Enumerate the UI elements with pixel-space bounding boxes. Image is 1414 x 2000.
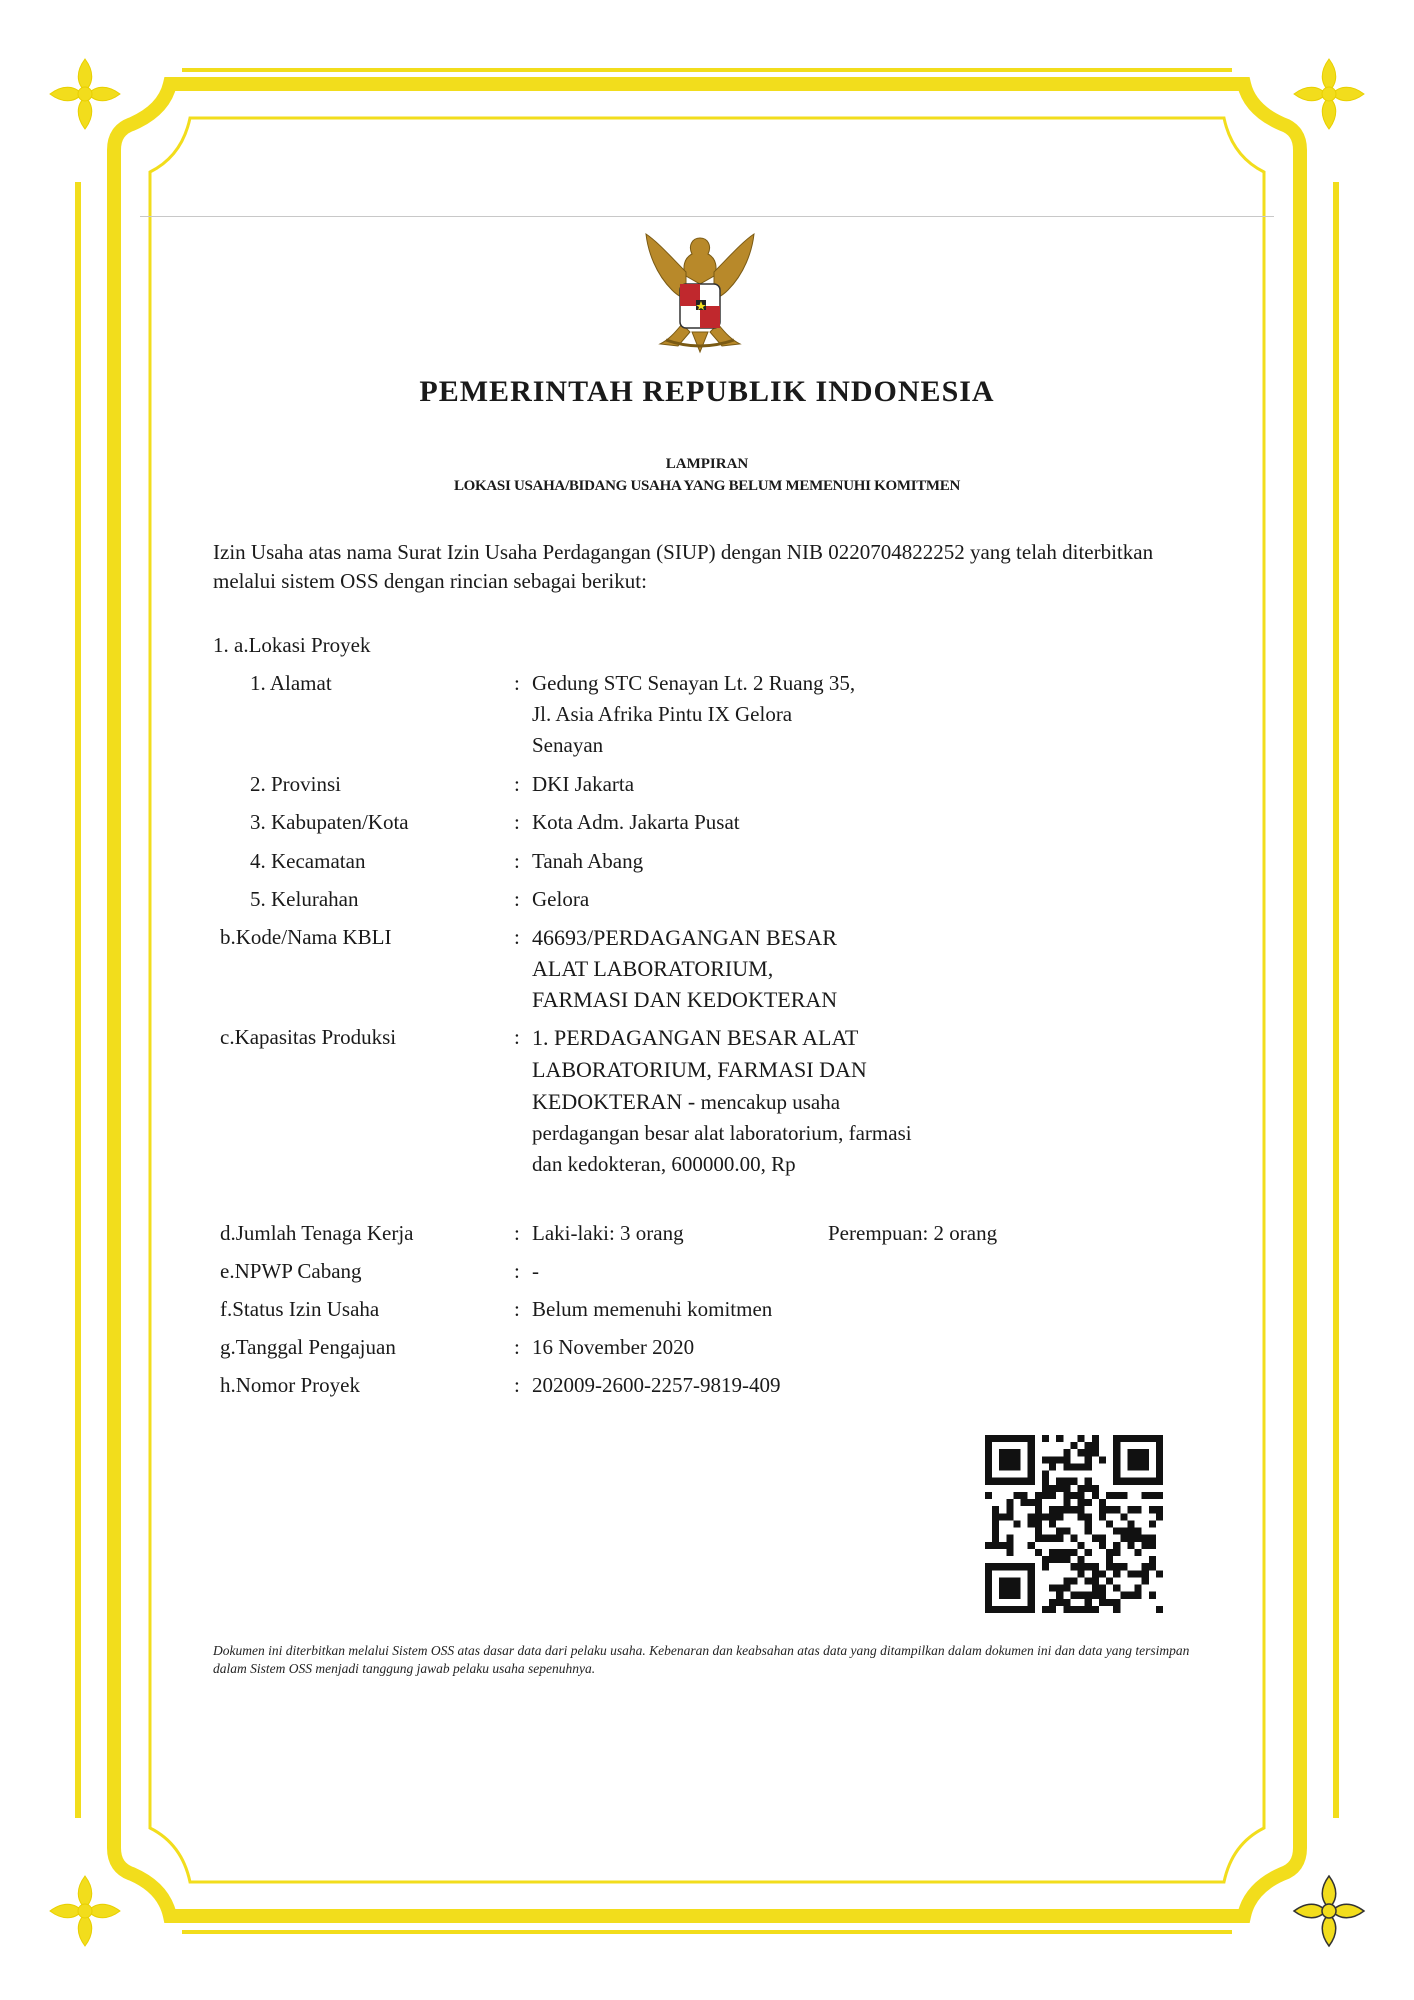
qr-module [1006,1513,1013,1520]
qr-module [1070,1592,1077,1599]
item-label: 2. Provinsi [250,772,342,796]
qr-module [1063,1506,1070,1513]
qr-module [1135,1535,1142,1542]
qr-module [1085,1485,1092,1492]
qr-module [1099,1499,1106,1506]
qr-module [1142,1563,1149,1570]
qr-module [1149,1506,1156,1513]
item-value: Kota Adm. Jakarta Pusat [532,810,740,834]
qr-module [1113,1599,1120,1606]
qr-module [1149,1535,1156,1542]
qr-module [1092,1606,1099,1613]
qr-module [1106,1506,1113,1513]
qr-module [1085,1528,1092,1535]
qr-module [1042,1606,1049,1613]
qr-module [1156,1492,1163,1499]
qr-module [1013,1520,1020,1527]
qr-module [1028,1520,1035,1527]
qr-module [1070,1563,1077,1570]
qr-module [999,1513,1006,1520]
qr-module [1106,1563,1113,1570]
qr-module [985,1492,992,1499]
item-value: Tanah Abang [532,849,644,873]
qr-module [1035,1492,1042,1499]
qr-module [1028,1513,1035,1520]
qr-module [1078,1499,1085,1506]
qr-module [1078,1463,1085,1470]
qr-module [1085,1449,1092,1456]
nomor-label: h.Nomor Proyek [220,1373,360,1397]
qr-code-icon [985,1435,1163,1613]
kapasitas-value-rest: mencakup usaha perdagangan besar alat laboratorium, farmasi dan kedokteran, 600000.00, Rp [532,1090,912,1176]
qr-module [1127,1570,1134,1577]
qr-module [1035,1513,1042,1520]
qr-module [1142,1535,1149,1542]
status-value: Belum memenuhi komitmen [532,1297,773,1321]
qr-module [1056,1535,1063,1542]
qr-module [1099,1592,1106,1599]
qr-module [1056,1592,1063,1599]
qr-module [1035,1549,1042,1556]
colon: : [514,671,520,695]
qr-module [1085,1442,1092,1449]
colon: : [514,810,520,834]
qr-module [1092,1570,1099,1577]
qr-module [1085,1599,1092,1606]
qr-module [1135,1570,1142,1577]
qr-module [1035,1520,1042,1527]
npwp-label: e.NPWP Cabang [220,1259,362,1283]
qr-module [1135,1528,1142,1535]
qr-module [1078,1563,1085,1570]
qr-module [1049,1585,1056,1592]
qr-module [1056,1549,1063,1556]
colon: : [514,887,520,911]
qr-module [985,1542,992,1549]
qr-module [1049,1599,1056,1606]
kapasitas-value-caps: 1. PERDAGANGAN BESAR ALAT LABORATORIUM, FARMASI DAN KEDOKTERAN - [532,1025,867,1114]
qr-module [1092,1585,1099,1592]
qr-module [1049,1513,1056,1520]
qr-module [1142,1542,1149,1549]
qr-module [1078,1492,1085,1499]
qr-module [1049,1492,1056,1499]
qr-module [1106,1492,1113,1499]
qr-module [1078,1556,1085,1563]
item-label: 4. Kecamatan [250,849,366,873]
qr-module [1078,1449,1085,1456]
qr-module [1099,1456,1106,1463]
colon: : [514,1221,520,1245]
qr-module [1063,1599,1070,1606]
qr-module [1099,1542,1106,1549]
qr-module [1106,1599,1113,1606]
qr-module [1135,1592,1142,1599]
qr-module [1049,1506,1056,1513]
qr-module [1092,1485,1099,1492]
qr-module [1049,1606,1056,1613]
qr-module [1085,1563,1092,1570]
kbli-value: 46693/PERDAGANGAN BESAR ALAT LABORATORIUM, FARMASI DAN KEDOKTERAN [532,925,838,1012]
qr-module [1070,1463,1077,1470]
qr-module [992,1513,999,1520]
fleur-de-lis-icon [1290,55,1368,133]
qr-finder [1127,1449,1148,1470]
qr-module [1042,1563,1049,1570]
qr-module [1149,1556,1156,1563]
qr-module [1085,1478,1092,1485]
qr-module [992,1506,999,1513]
qr-module [1070,1549,1077,1556]
npwp-value: - [532,1259,539,1283]
qr-module [1120,1528,1127,1535]
fleur-de-lis-icon [1290,1872,1368,1950]
nomor-value: 202009-2600-2257-9819-409 [532,1373,781,1397]
qr-module [1120,1513,1127,1520]
qr-module [1063,1606,1070,1613]
qr-module [1113,1585,1120,1592]
qr-module [1021,1492,1028,1499]
qr-module [1113,1506,1120,1513]
qr-module [1092,1563,1099,1570]
qr-module [1099,1585,1106,1592]
qr-module [1070,1577,1077,1584]
qr-module [1063,1549,1070,1556]
qr-module [1063,1577,1070,1584]
colon: : [514,1025,520,1049]
colon: : [514,925,520,949]
qr-module [1035,1499,1042,1506]
qr-module [1156,1506,1163,1513]
qr-module [1042,1435,1049,1442]
qr-module [1078,1592,1085,1599]
qr-module [1056,1456,1063,1463]
qr-module [1135,1549,1142,1556]
qr-module [1006,1542,1013,1549]
kbli-label: b.Kode/Nama KBLI [220,925,392,949]
qr-module [1056,1435,1063,1442]
qr-module [1149,1563,1156,1570]
qr-module [1113,1563,1120,1570]
qr-module [1021,1499,1028,1506]
qr-module [1049,1556,1056,1563]
qr-module [1042,1513,1049,1520]
colon: : [514,1259,520,1283]
qr-module [1049,1535,1056,1542]
qr-module [999,1542,1006,1549]
qr-module [1092,1592,1099,1599]
qr-module [1013,1492,1020,1499]
qr-module [1035,1506,1042,1513]
qr-module [1049,1456,1056,1463]
qr-module [1070,1535,1077,1542]
item-label: 3. Kabupaten/Kota [250,810,409,834]
qr-module [1056,1506,1063,1513]
colon: : [514,1373,520,1397]
qr-module [1070,1606,1077,1613]
fleur-de-lis-icon [46,55,124,133]
qr-module [1127,1520,1134,1527]
qr-module [1127,1528,1134,1535]
qr-module [1056,1513,1063,1520]
qr-module [1042,1471,1049,1478]
item-value: Gelora [532,887,590,911]
document-title: PEMERINTAH REPUBLIK INDONESIA [419,375,995,408]
status-label: f.Status Izin Usaha [220,1297,380,1321]
qr-finder [999,1577,1020,1598]
qr-module [1106,1556,1113,1563]
qr-module [1063,1485,1070,1492]
tenaga-laki-value: Laki-laki: 3 orang [532,1221,684,1245]
colon: : [514,1297,520,1321]
qr-module [1042,1556,1049,1563]
document-subtitle-detail: LOKASI USAHA/BIDANG USAHA YANG BELUM MEMENUHI KOMITMEN [453,478,961,494]
qr-module [1042,1478,1049,1485]
qr-module [1085,1592,1092,1599]
qr-module [1120,1535,1127,1542]
qr-module [1078,1485,1085,1492]
qr-module [1092,1535,1099,1542]
qr-module [1063,1528,1070,1535]
qr-module [1085,1549,1092,1556]
qr-module [1142,1577,1149,1584]
fleur-de-lis-icon [46,1872,124,1950]
qr-module [1063,1478,1070,1485]
qr-module [1028,1542,1035,1549]
qr-module [1006,1499,1013,1506]
qr-module [1092,1492,1099,1499]
item-label: 1. Alamat [250,671,332,695]
qr-module [1106,1520,1113,1527]
qr-module [1135,1506,1142,1513]
qr-module [1113,1570,1120,1577]
qr-module [1070,1442,1077,1449]
qr-module [1099,1599,1106,1606]
qr-module [1085,1606,1092,1613]
section-a-label: 1. a.Lokasi Proyek [213,633,371,657]
qr-module [1120,1492,1127,1499]
qr-module [1035,1535,1042,1542]
qr-module [1156,1606,1163,1613]
qr-module [1070,1478,1077,1485]
qr-module [1049,1549,1056,1556]
qr-module [1063,1456,1070,1463]
qr-module [1113,1549,1120,1556]
qr-module [1078,1570,1085,1577]
qr-module [1028,1499,1035,1506]
qr-module [1006,1506,1013,1513]
disclaimer-footnote: Dokumen ini diterbitkan melalui Sistem OSS atas dasar data dari pelaku usaha. Kebenaran dan keabsahan atas data yang ditampilkan dalam dokumen ini dan data yang tersimpan dalam Sistem OSS menjadi tanggung jawab pelaku usaha sepenuhnya. [213,1643,1190,1676]
qr-module [1106,1577,1113,1584]
qr-module [1127,1542,1134,1549]
header-divider [140,216,1274,217]
qr-module [1149,1492,1156,1499]
qr-module [1113,1542,1120,1549]
qr-module [1092,1577,1099,1584]
qr-module [1127,1592,1134,1599]
qr-finder [999,1449,1020,1470]
qr-module [1070,1506,1077,1513]
qr-module [1085,1463,1092,1470]
qr-module [1085,1577,1092,1584]
qr-module [1085,1520,1092,1527]
kapasitas-label: c.Kapasitas Produksi [220,1025,397,1049]
tanggal-value: 16 November 2020 [532,1335,695,1359]
qr-module [1056,1585,1063,1592]
intro-paragraph: Izin Usaha atas nama Surat Izin Usaha Perdagangan (SIUP) dengan NIB 0220704822252 yang telah diterbitkan melalui sistem OSS dengan rincian sebagai berikut: [213,540,1154,593]
qr-module [1063,1449,1070,1456]
qr-module [1120,1592,1127,1599]
qr-module [992,1528,999,1535]
qr-module [1063,1499,1070,1506]
qr-module [1099,1506,1106,1513]
qr-module [1127,1535,1134,1542]
qr-module [1006,1549,1013,1556]
qr-module [1056,1556,1063,1563]
qr-module [1135,1585,1142,1592]
qr-module [1113,1606,1120,1613]
qr-module [1063,1463,1070,1470]
qr-module [1035,1528,1042,1535]
qr-module [1049,1485,1056,1492]
qr-module [1063,1492,1070,1499]
kapasitas-value [532,1022,912,1180]
qr-module [1056,1478,1063,1485]
qr-module [1149,1592,1156,1599]
qr-module [1149,1520,1156,1527]
qr-module [1042,1485,1049,1492]
qr-module [1142,1570,1149,1577]
garuda-emblem-icon [638,228,762,358]
qr-module [1049,1463,1056,1470]
qr-module [1092,1435,1099,1442]
item-value: Gedung STC Senayan Lt. 2 Ruang 35, Jl. Asia Afrika Pintu IX Gelora Senayan [532,671,856,757]
qr-module [1156,1570,1163,1577]
qr-module [1085,1456,1092,1463]
qr-module [1078,1513,1085,1520]
qr-module [1078,1606,1085,1613]
qr-module [1006,1535,1013,1542]
qr-module [1085,1513,1092,1520]
colon: : [514,772,520,796]
qr-module [1042,1492,1049,1499]
qr-module [1099,1513,1106,1520]
qr-module [1042,1535,1049,1542]
qr-module [1078,1435,1085,1442]
qr-module [1092,1442,1099,1449]
item-label: 5. Kelurahan [250,887,359,911]
document-subtitle: LAMPIRAN [665,456,749,472]
qr-module [1120,1563,1127,1570]
qr-module [1113,1528,1120,1535]
qr-module [992,1535,999,1542]
tenaga-label: d.Jumlah Tenaga Kerja [220,1221,414,1245]
qr-module [1063,1556,1070,1563]
qr-module [1149,1542,1156,1549]
qr-module [1085,1499,1092,1506]
colon: : [514,1335,520,1359]
item-value: DKI Jakarta [532,772,635,796]
qr-module [1056,1485,1063,1492]
tanggal-label: g.Tanggal Pengajuan [220,1335,396,1359]
qr-module [1049,1520,1056,1527]
qr-module [1099,1570,1106,1577]
qr-module [1070,1492,1077,1499]
qr-module [992,1520,999,1527]
qr-module [1056,1599,1063,1606]
qr-module [1042,1456,1049,1463]
qr-module [1142,1492,1149,1499]
qr-module [992,1542,999,1549]
qr-module [1063,1585,1070,1592]
qr-module [1156,1513,1163,1520]
qr-module [1056,1528,1063,1535]
tenaga-perempuan-value: Perempuan: 2 orang [828,1221,998,1245]
qr-module [1113,1492,1120,1499]
colon: : [514,849,520,873]
qr-module [1106,1549,1113,1556]
qr-module [1092,1449,1099,1456]
qr-module [1127,1506,1134,1513]
qr-module [1078,1542,1085,1549]
qr-module [1099,1535,1106,1542]
qr-module [1078,1506,1085,1513]
